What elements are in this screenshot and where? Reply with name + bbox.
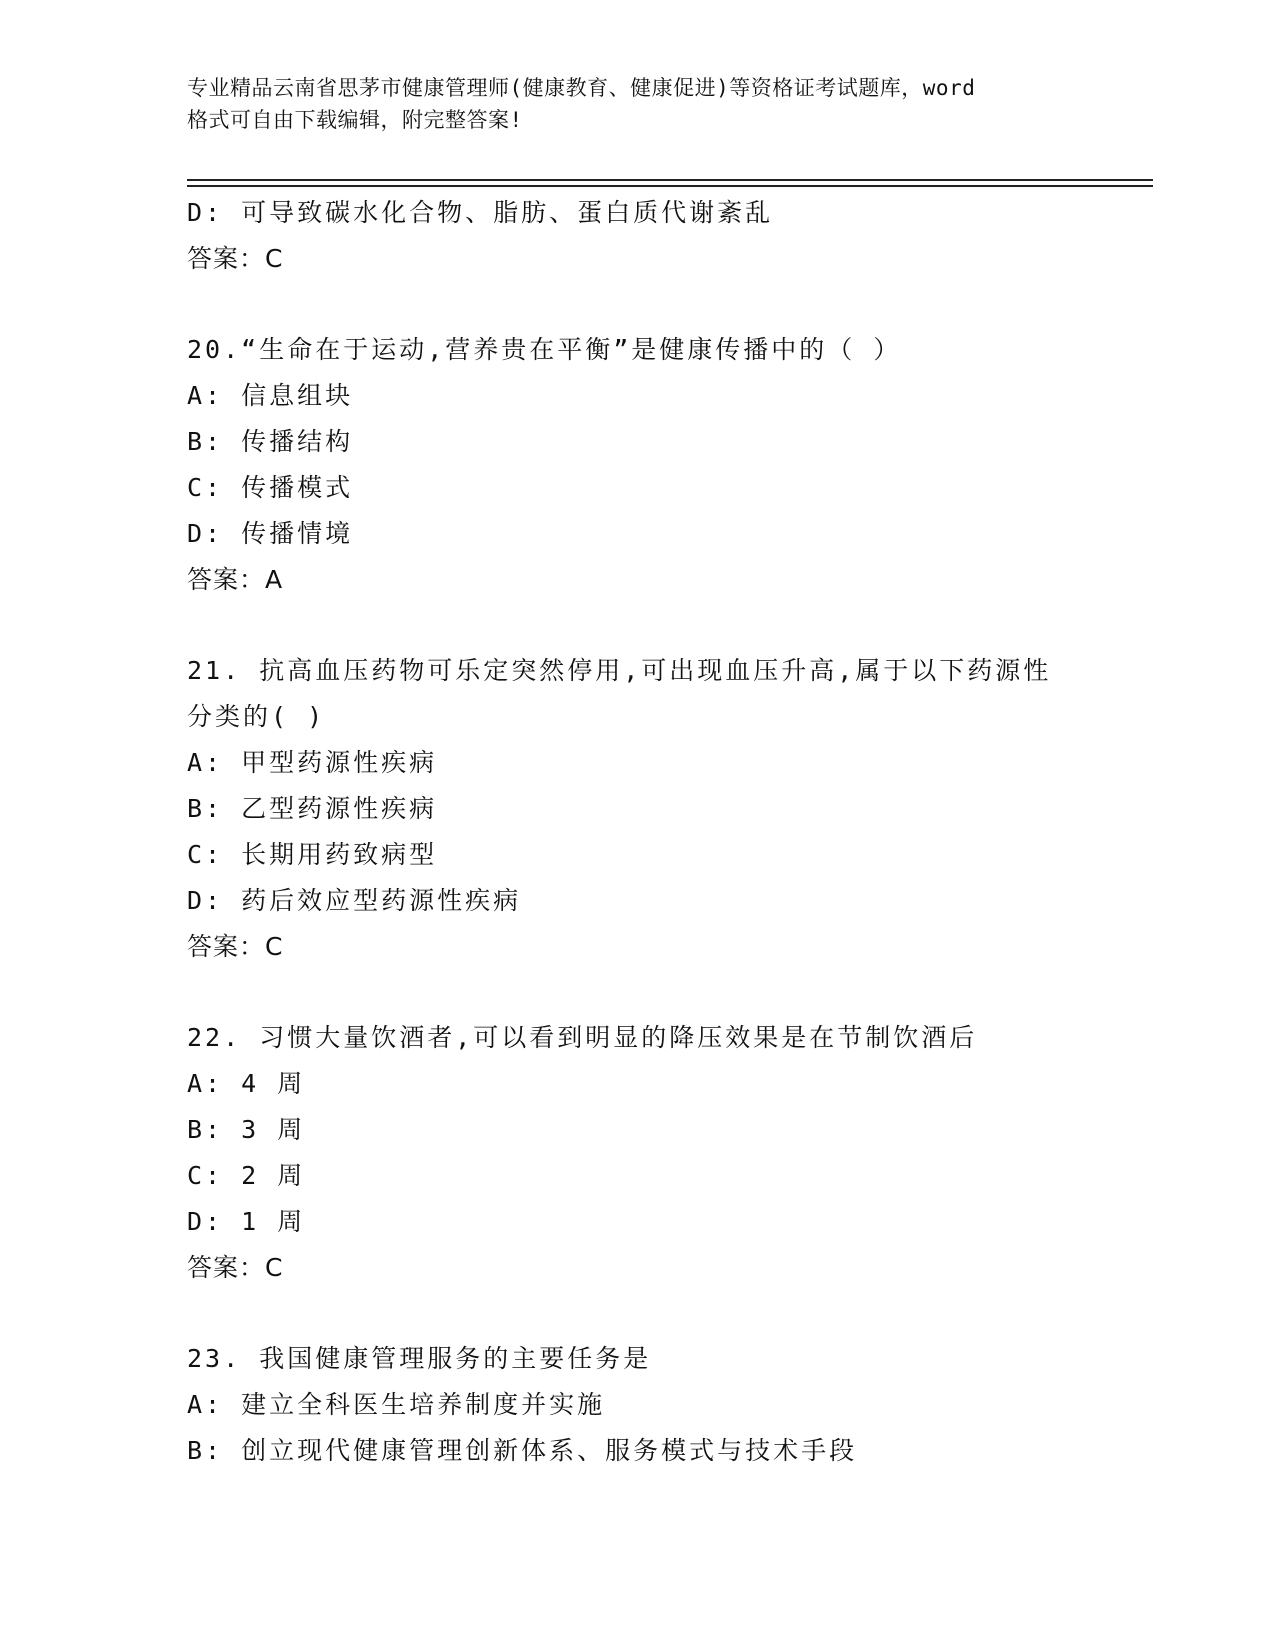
option-a: A: 甲型药源性疾病 bbox=[187, 748, 438, 777]
option-d: D: 药后效应型药源性疾病 bbox=[187, 886, 522, 915]
header-divider-bottom bbox=[187, 185, 1153, 187]
option-d: D: 传播情境 bbox=[187, 519, 354, 548]
option-c: C: 传播模式 bbox=[187, 473, 354, 502]
question-stem-continued: 分类的( ) bbox=[187, 702, 326, 731]
option-d: D: 1 周 bbox=[187, 1207, 306, 1236]
answer-line: 答案：C bbox=[187, 932, 284, 961]
option-b: B: 创立现代健康管理创新体系、服务模式与技术手段 bbox=[187, 1436, 858, 1465]
question-21 bbox=[187, 648, 1167, 970]
option-a: A: 建立全科医生培养制度并实施 bbox=[187, 1390, 606, 1419]
question-stem: 21. 抗高血压药物可乐定突然停用,可出现血压升高,属于以下药源性 bbox=[187, 656, 1052, 685]
option-c: C: 2 周 bbox=[187, 1161, 306, 1190]
option-b: B: 3 周 bbox=[187, 1115, 306, 1144]
header-divider-top bbox=[187, 179, 1153, 181]
question-20 bbox=[187, 327, 1167, 603]
question-23 bbox=[187, 1336, 1167, 1474]
option-d: D: 可导致碳水化合物、脂肪、蛋白质代谢紊乱 bbox=[187, 198, 774, 227]
answer-line: 答案：C bbox=[187, 1253, 284, 1282]
answer-line: 答案：C bbox=[187, 244, 284, 273]
option-b: B: 传播结构 bbox=[187, 427, 354, 456]
answer-line: 答案：A bbox=[187, 565, 284, 594]
header-line-1: 专业精品云南省思茅市健康管理师(健康教育、健康促进)等资格证考试题库，word bbox=[187, 76, 976, 100]
option-c: C: 长期用药致病型 bbox=[187, 840, 438, 869]
option-a: A: 信息组块 bbox=[187, 381, 354, 410]
page-header bbox=[187, 72, 1107, 136]
question-stem: 22. 习惯大量饮酒者,可以看到明显的降压效果是在节制饮酒后 bbox=[187, 1023, 978, 1052]
header-line-2: 格式可自由下载编辑，附完整答案! bbox=[187, 108, 523, 132]
question-list bbox=[187, 190, 1167, 1474]
option-b: B: 乙型药源性疾病 bbox=[187, 794, 438, 823]
option-a: A: 4 周 bbox=[187, 1069, 306, 1098]
question-22 bbox=[187, 1015, 1167, 1291]
question-stem: 23. 我国健康管理服务的主要任务是 bbox=[187, 1344, 652, 1373]
question-19-tail bbox=[187, 190, 1167, 282]
question-stem: 20.“生命在于运动,营养贵在平衡”是健康传播中的（ ） bbox=[187, 335, 902, 364]
